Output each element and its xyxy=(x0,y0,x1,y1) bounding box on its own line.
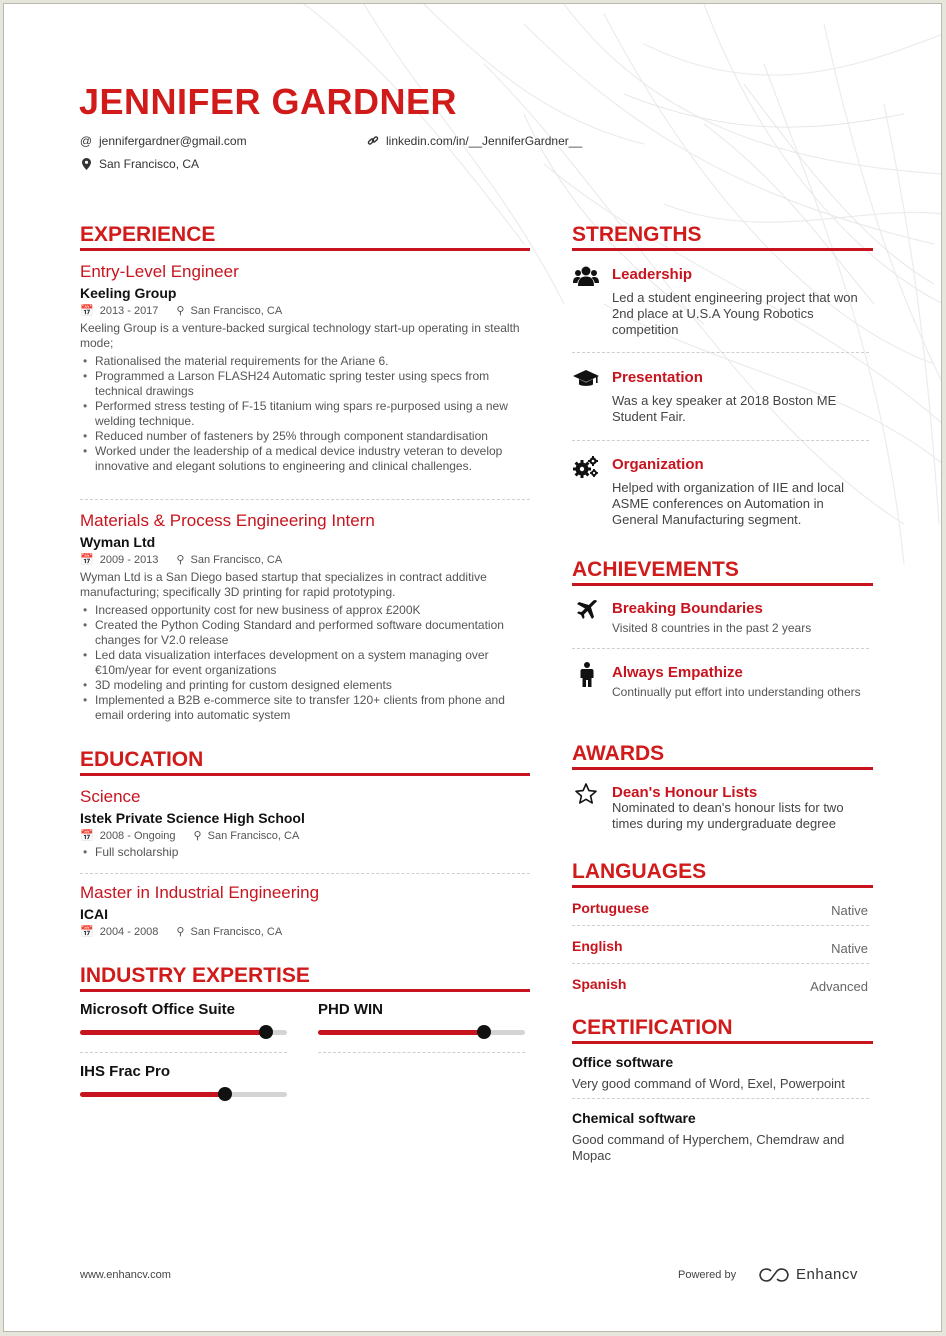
skill-bar xyxy=(318,1030,525,1035)
languages-rule xyxy=(572,885,873,888)
skill-bar-fill xyxy=(318,1030,484,1035)
certification-name: Chemical software xyxy=(572,1110,696,1126)
list-item: • Reduced number of fasteners by 25% through component standardisation xyxy=(95,429,530,444)
achievement-desc: Visited 8 countries in the past 2 years xyxy=(612,621,812,635)
awards-heading: AWARDS xyxy=(572,742,665,765)
achievements-rule xyxy=(572,583,873,586)
location-text: San Francisco, CA xyxy=(99,157,200,171)
calendar-icon: 📅 xyxy=(80,554,94,566)
education-dates: 2004 - 2008 xyxy=(99,925,159,938)
job-bullets xyxy=(80,603,530,723)
company-description: Wyman Ltd is a San Diego based startup that specializes in contract additive manufacturing; specifically 3D printing for rapid prototyping. xyxy=(80,570,487,599)
certification-rule xyxy=(572,1041,873,1044)
skill-bar-knob xyxy=(218,1087,232,1101)
enhancv-logo[interactable] xyxy=(758,1266,858,1283)
degree-title: Science xyxy=(80,787,141,806)
airplane-icon xyxy=(574,597,600,623)
job-title: Materials & Process Engineering Intern xyxy=(80,511,375,530)
achievement-title: Always Empathize xyxy=(612,664,743,681)
job-location: San Francisco, CA xyxy=(190,304,283,317)
strengths-heading: STRENGTHS xyxy=(572,223,702,246)
resume-page xyxy=(3,3,942,1332)
graduation-cap-icon xyxy=(573,366,599,392)
company-name: Keeling Group xyxy=(80,285,177,301)
education-bullets xyxy=(80,845,530,860)
awards-rule xyxy=(572,767,873,770)
achievement-desc: Continually put effort into understanding others xyxy=(612,685,861,699)
list-item: • Implemented a B2B e-commerce site to transfer 120+ clients from phone and email ordering into automatic system xyxy=(95,693,530,723)
link-icon xyxy=(367,135,379,147)
experience-item-1 xyxy=(80,262,530,474)
candidate-name: JENNIFER GARDNER xyxy=(79,81,458,122)
language-name: English xyxy=(572,938,623,954)
location-pin-icon xyxy=(80,158,92,170)
education-rule xyxy=(80,773,530,776)
skill-bar xyxy=(80,1092,287,1097)
school-name: Istek Private Science High School xyxy=(80,810,305,826)
strength-title: Leadership xyxy=(612,266,693,283)
language-name: Portuguese xyxy=(572,900,650,916)
award-title: Dean's Honour Lists xyxy=(612,784,758,801)
at-icon: @ xyxy=(79,134,93,148)
strength-title: Presentation xyxy=(612,369,703,386)
school-name: ICAI xyxy=(80,906,108,922)
strengths-rule xyxy=(572,248,873,251)
strength-desc: Helped with organization of IIE and local ASME conferences on Automation in General Manufacturing segment. xyxy=(612,480,844,527)
gears-icon xyxy=(573,454,599,480)
location-pin-icon: ⚲ xyxy=(176,926,185,938)
company-name: Wyman Ltd xyxy=(80,534,156,550)
skill-name: Microsoft Office Suite xyxy=(80,1001,236,1018)
list-item: • Worked under the leadership of a medical device industry veteran to develop innovative and elegant solutions to engineering and clinical challenges. xyxy=(95,444,530,474)
divider xyxy=(572,925,869,926)
language-level: Native xyxy=(831,941,868,956)
expertise-heading: INDUSTRY EXPERTISE xyxy=(80,964,310,987)
education-meta xyxy=(80,829,530,842)
star-icon xyxy=(573,781,599,807)
achievement-title: Breaking Boundaries xyxy=(612,600,763,617)
calendar-icon: 📅 xyxy=(80,926,94,938)
divider xyxy=(572,440,869,441)
location-pin-icon: ⚲ xyxy=(193,830,202,842)
certification-desc: Good command of Hyperchem, Chemdraw and Mopac xyxy=(572,1132,845,1163)
divider xyxy=(318,1052,525,1053)
divider xyxy=(80,873,530,874)
divider xyxy=(572,648,869,649)
footer-url[interactable]: www.enhancv.com xyxy=(80,1269,171,1281)
strength-desc: Was a key speaker at 2018 Boston ME Student Fair. xyxy=(612,393,837,424)
users-icon xyxy=(573,263,599,289)
enhancv-logo-text: Enhancv xyxy=(796,1266,858,1283)
job-dates: 2009 - 2013 xyxy=(99,553,159,566)
job-title: Entry-Level Engineer xyxy=(80,262,239,281)
strength-desc: Led a student engineering project that won 2nd place at U.S.A Young Robotics competition xyxy=(612,290,858,337)
education-meta xyxy=(80,925,530,938)
linkedin-contact xyxy=(367,134,582,148)
email-text[interactable]: jennifergardner@gmail.com xyxy=(99,134,247,148)
calendar-icon: 📅 xyxy=(80,305,94,317)
person-icon xyxy=(574,662,600,688)
certification-desc: Very good command of Word, Exel, Powerpoint xyxy=(572,1076,845,1091)
education-item-2 xyxy=(80,883,530,938)
skill-bar xyxy=(80,1030,287,1035)
divider xyxy=(572,352,869,353)
language-level: Native xyxy=(831,903,868,918)
skill-name: PHD WIN xyxy=(318,1001,383,1018)
list-item: • Increased opportunity cost for new business of approx £200K xyxy=(95,603,530,618)
language-level: Advanced xyxy=(810,979,868,994)
education-heading: EDUCATION xyxy=(80,748,204,771)
job-dates: 2013 - 2017 xyxy=(99,304,159,317)
divider xyxy=(572,1098,869,1099)
job-meta xyxy=(80,304,530,317)
certification-name: Office software xyxy=(572,1054,674,1070)
experience-heading: EXPERIENCE xyxy=(80,223,216,246)
experience-rule xyxy=(80,248,530,251)
enhancv-logo-icon xyxy=(758,1267,790,1283)
list-item: • Rationalised the material requirements for the Ariane 6. xyxy=(95,354,530,369)
list-item: • Created the Python Coding Standard and performed software documentation changes for V2.0 release xyxy=(95,618,530,648)
divider xyxy=(80,1052,287,1053)
education-item-1 xyxy=(80,787,530,860)
degree-title: Master in Industrial Engineering xyxy=(80,883,320,902)
job-location: San Francisco, CA xyxy=(190,553,283,566)
education-dates: 2008 - Ongoing xyxy=(99,829,176,842)
list-item: • Performed stress testing of F-15 titanium wing spars re-purposed using a new welding technique. xyxy=(95,399,530,429)
location-pin-icon: ⚲ xyxy=(176,554,185,566)
powered-by-label: Powered by xyxy=(678,1269,737,1281)
list-item: • Programmed a Larson FLASH24 Automatic spring tester using specs from technical drawings xyxy=(95,369,530,399)
job-meta xyxy=(80,553,530,566)
languages-heading: LANGUAGES xyxy=(572,860,707,883)
divider xyxy=(572,963,869,964)
expertise-rule xyxy=(80,989,530,992)
list-item: • Led data visualization interfaces development on a system managing over €10m/year for event organizations xyxy=(95,648,530,678)
experience-item-2 xyxy=(80,511,530,723)
divider xyxy=(80,499,530,500)
calendar-icon: 📅 xyxy=(80,830,94,842)
location-pin-icon: ⚲ xyxy=(176,305,185,317)
company-description: Keeling Group is a venture-backed surgical technology start-up operating in stealth mode; xyxy=(80,321,520,350)
language-name: Spanish xyxy=(572,976,627,992)
list-item: • 3D modeling and printing for custom designed elements xyxy=(95,678,530,693)
skill-name: IHS Frac Pro xyxy=(80,1063,171,1080)
education-location: San Francisco, CA xyxy=(207,829,300,842)
linkedin-text[interactable]: linkedin.com/in/__JenniferGardner__ xyxy=(386,134,583,148)
skill-bar-fill xyxy=(80,1030,266,1035)
skill-bar-knob xyxy=(477,1025,491,1039)
certification-heading: CERTIFICATION xyxy=(572,1016,733,1039)
job-bullets xyxy=(80,354,530,474)
award-desc: Nominated to dean's honour lists for two times during my undergraduate degree xyxy=(612,800,844,831)
email-contact xyxy=(80,134,247,148)
skill-bar-fill xyxy=(80,1092,225,1097)
strength-title: Organization xyxy=(612,456,704,473)
location-contact xyxy=(80,157,199,171)
education-location: San Francisco, CA xyxy=(190,925,283,938)
achievements-heading: ACHIEVEMENTS xyxy=(572,558,739,581)
list-item: • Full scholarship xyxy=(95,845,530,860)
